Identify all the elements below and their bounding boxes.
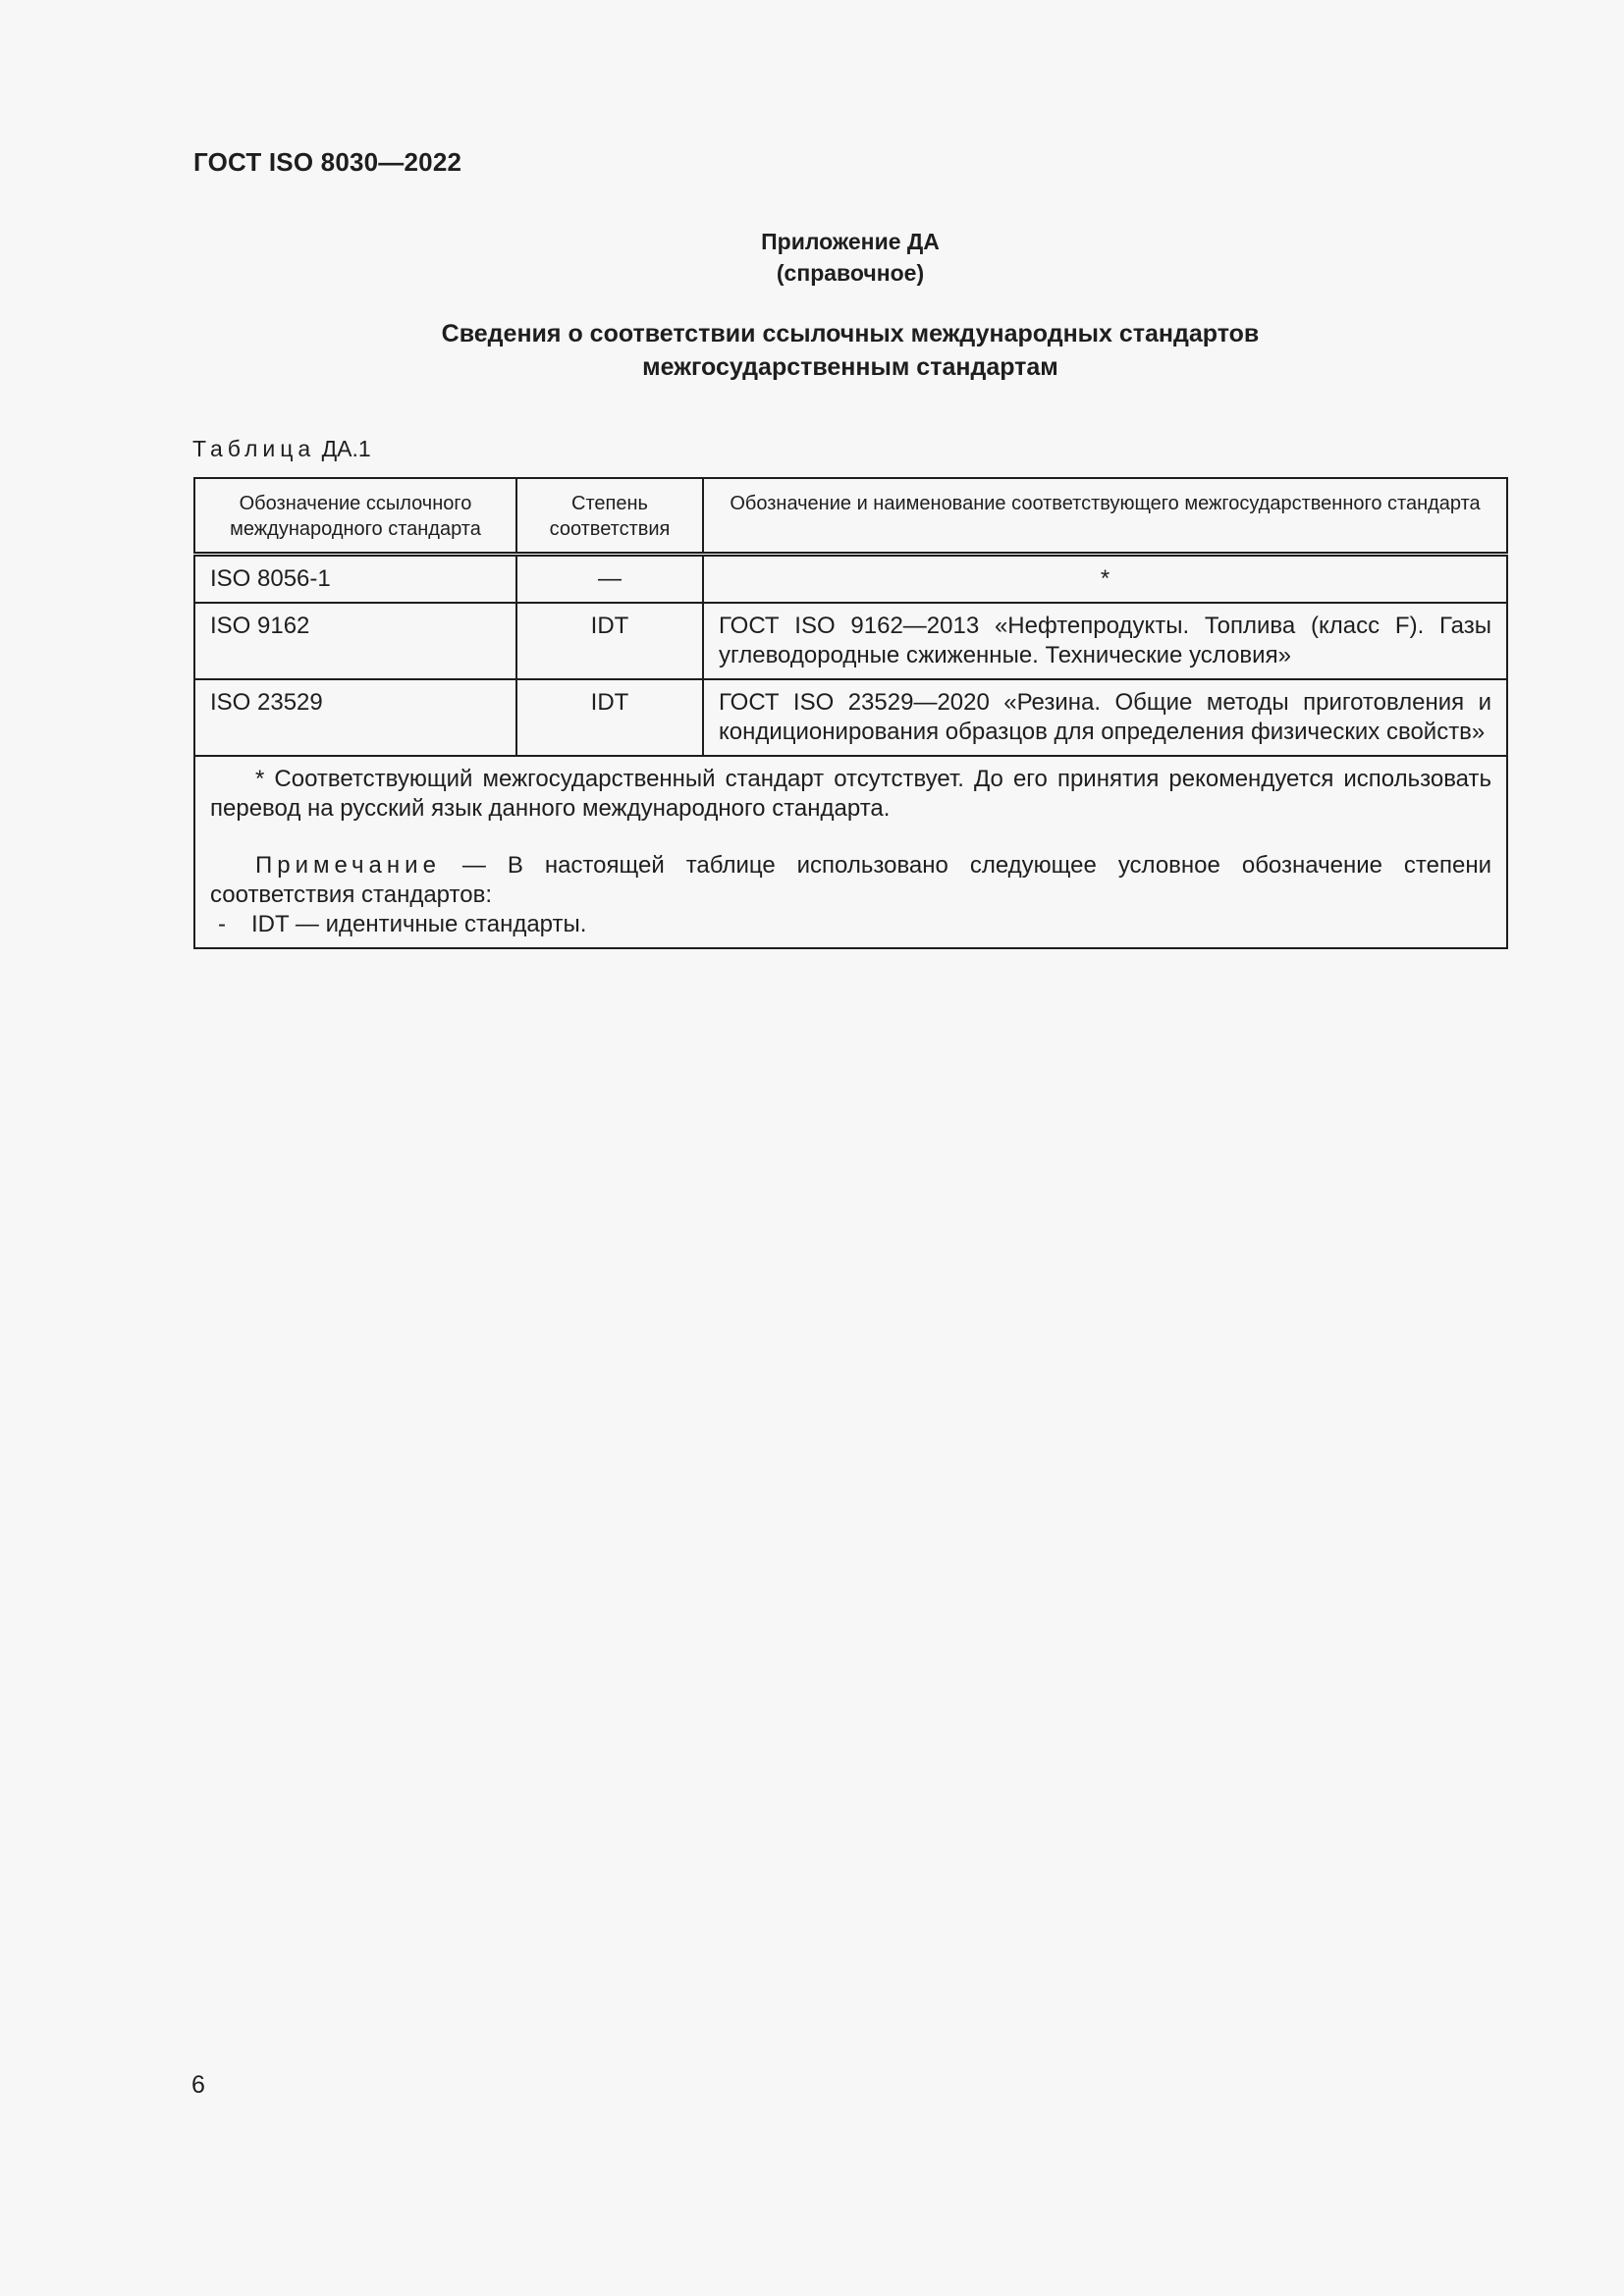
cell-designation: ISO 23529: [194, 679, 516, 756]
table-row: [194, 679, 1507, 756]
section-heading-line-2: межгосударственным стандартам: [642, 353, 1058, 381]
cell-designation: ISO 8056-1: [194, 555, 516, 604]
table-notes-cell: [194, 756, 1507, 948]
cell-designation: ISO 9162: [194, 603, 516, 679]
table-row: [194, 555, 1507, 604]
column-header-national-standard: Обозначение и наименование соответствующего межгосударственного стандарта: [703, 478, 1507, 555]
standards-table: [193, 477, 1508, 949]
table-note-list-item: [210, 910, 1491, 939]
column-header-designation: Обозначение ссылочного международного стандарта: [194, 478, 516, 555]
document-header: ГОСТ ISO 8030—2022: [193, 147, 462, 177]
table-row: [194, 603, 1507, 679]
cell-national-standard: ГОСТ ISO 23529—2020 «Резина. Общие методы приготовления и кондиционирования образцов для определения физических свойств»: [703, 679, 1507, 756]
table-caption: [192, 436, 371, 462]
cell-degree: IDT: [516, 603, 703, 679]
table-note-label: Примечание: [255, 852, 441, 879]
cell-national-standard: ГОСТ ISO 9162—2013 «Нефтепродукты. Топлива (класс F). Газы углеводородные сжиженные. Технические условия»: [703, 603, 1507, 679]
table-note-text: — В настоящей таблице использовано следующее условное обозначение степени соответствия стандартов:: [210, 852, 1491, 908]
page-number: 6: [191, 2071, 205, 2099]
appendix-heading: [193, 226, 1507, 289]
section-heading: [193, 317, 1507, 384]
cell-national-standard: *: [703, 555, 1507, 604]
appendix-title: Приложение ДА: [761, 229, 940, 254]
list-marker: -: [218, 911, 226, 937]
cell-degree: —: [516, 555, 703, 604]
table-caption-word: Таблица: [192, 436, 316, 461]
table-header-row: [194, 478, 1507, 555]
section-heading-line-1: Сведения о соответствии ссылочных международных стандартов: [441, 320, 1260, 347]
table-caption-number: ДА.1: [321, 436, 371, 461]
table-footnote: * Соответствующий межгосударственный стандарт отсутствует. До его принятия рекомендуется использовать перевод на русский язык данного международного стандарта.: [210, 766, 1491, 822]
column-header-degree: Степень соответствия: [516, 478, 703, 555]
appendix-subtitle: (справочное): [776, 260, 925, 286]
cell-degree: IDT: [516, 679, 703, 756]
table-notes-row: [194, 756, 1507, 948]
table-note: [210, 851, 1491, 910]
list-item-text: IDT — идентичные стандарты.: [251, 911, 587, 937]
